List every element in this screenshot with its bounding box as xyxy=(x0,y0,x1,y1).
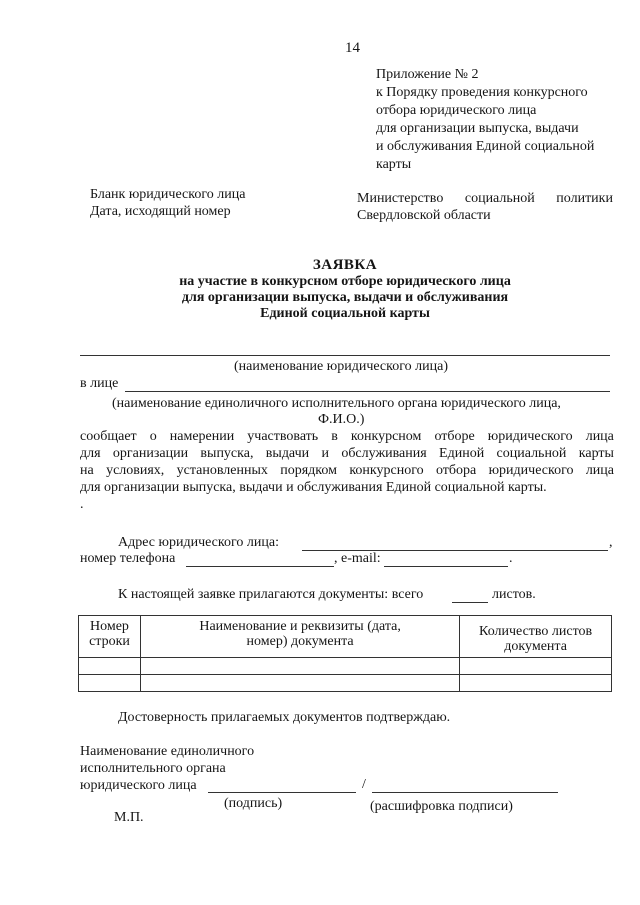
recipient-word: социальной xyxy=(464,191,535,206)
appendix-line: к Порядку проведения конкурсного xyxy=(376,85,588,100)
appendix-line: для организации выпуска, выдачи xyxy=(376,121,579,136)
word: Единой xyxy=(439,446,485,461)
legal-name-caption: (наименование юридического лица) xyxy=(234,359,448,374)
word: отборе xyxy=(434,429,475,444)
legal-name-line[interactable] xyxy=(80,355,610,356)
in-person-label: в лице xyxy=(80,376,119,391)
statement-line: . xyxy=(80,497,84,512)
recipient-block xyxy=(357,190,613,224)
word: лица xyxy=(585,429,614,444)
word: порядком xyxy=(280,463,337,478)
word: обслуживания xyxy=(341,446,427,461)
statement-paragraph xyxy=(80,428,614,513)
recipient-word: политики xyxy=(556,191,613,206)
signatory-line: исполнительного органа xyxy=(80,761,226,776)
executive-caption: (наименование единоличного исполнительного органа юридического лица, xyxy=(112,396,561,411)
signatory-line: юридического лица xyxy=(80,778,197,793)
table-cell[interactable] xyxy=(79,658,141,675)
table-cell[interactable] xyxy=(460,658,612,675)
signatory-line: Наименование единоличного xyxy=(80,744,255,759)
table-cell[interactable] xyxy=(140,658,459,675)
appendix-note xyxy=(376,66,594,174)
word: на xyxy=(80,463,94,478)
sender-block xyxy=(90,186,245,220)
word: сообщает xyxy=(80,429,137,444)
word: лица xyxy=(585,463,614,478)
confirm-text: Достоверность прилагаемых документов подтверждаю. xyxy=(118,710,451,725)
phone-field[interactable] xyxy=(186,566,334,567)
email-label: , e-mail: xyxy=(334,551,381,566)
recipient-line-2: Свердловской области xyxy=(357,208,491,223)
word: условиях, xyxy=(106,463,165,478)
word: юридического xyxy=(488,463,574,478)
word: участвовать xyxy=(247,429,319,444)
word: выдачи xyxy=(265,446,310,461)
table-row xyxy=(79,675,612,692)
statement-line xyxy=(80,445,614,462)
email-suffix: . xyxy=(509,551,513,566)
word: организации xyxy=(112,446,189,461)
phone-label: номер телефона xyxy=(80,551,176,566)
address-label: Адрес юридического лица: xyxy=(118,535,279,550)
word: для xyxy=(80,446,101,461)
documents-table xyxy=(78,615,612,692)
appendix-line: Приложение № 2 xyxy=(376,67,479,82)
title-line: для организации выпуска, выдачи и обслуживания xyxy=(181,290,509,305)
statement-line xyxy=(80,462,614,479)
word: о xyxy=(149,429,157,444)
letterhead-label: Бланк юридического лица xyxy=(90,187,246,202)
table-cell[interactable] xyxy=(460,675,612,692)
page-number: 14 xyxy=(345,40,360,56)
executive-name-line[interactable] xyxy=(125,391,610,392)
header-document-name: Наименование и реквизиты (дата, номер) документа xyxy=(140,616,459,658)
signature-caption: (подпись) xyxy=(224,796,283,811)
appendix-line: отбора юридического лица xyxy=(376,103,537,118)
word: установленных xyxy=(176,463,268,478)
sheets-count-field[interactable] xyxy=(452,602,488,603)
word: и xyxy=(321,446,329,461)
signature-decoding-field[interactable] xyxy=(372,792,558,793)
signatory-label xyxy=(80,743,254,794)
word: конкурсного xyxy=(349,463,424,478)
word: намерении xyxy=(169,429,235,444)
separator-slash: / xyxy=(362,777,366,792)
title-line: Единой социальной карты xyxy=(260,306,430,321)
header-sheet-count: Количество листов документа xyxy=(460,616,612,658)
executive-caption: Ф.И.О.) xyxy=(318,412,365,427)
word: отбора xyxy=(435,463,477,478)
recipient-line-1 xyxy=(357,190,613,207)
header-row-number: Номер строки xyxy=(79,616,141,658)
word: социальной xyxy=(496,446,567,461)
email-field[interactable] xyxy=(384,566,508,567)
statement-line xyxy=(80,428,614,445)
title-main: ЗАЯВКА xyxy=(312,257,378,273)
table-row xyxy=(79,658,612,675)
word: юридического xyxy=(487,429,573,444)
date-number-label: Дата, исходящий номер xyxy=(90,204,231,219)
table-header-row xyxy=(79,616,612,658)
word: выпуска, xyxy=(200,446,254,461)
attached-label: К настоящей заявке прилагаются документы: всего xyxy=(118,587,424,602)
decoding-caption: (расшифровка подписи) xyxy=(370,799,513,814)
stamp-label: М.П. xyxy=(114,810,144,825)
attached-suffix: листов. xyxy=(492,587,536,602)
table-cell[interactable] xyxy=(79,675,141,692)
appendix-line: карты xyxy=(376,157,412,172)
signature-field[interactable] xyxy=(208,792,356,793)
statement-line: для организации выпуска, выдачи и обслуживания Единой социальной карты. xyxy=(80,480,547,495)
word: карты xyxy=(578,446,614,461)
title-line: на участие в конкурсном отборе юридического лица xyxy=(179,274,511,289)
address-suffix: , xyxy=(609,535,613,550)
recipient-word: Министерство xyxy=(357,191,444,206)
document-title xyxy=(0,256,640,322)
appendix-line: и обслуживания Единой социальной xyxy=(376,139,595,154)
table-cell[interactable] xyxy=(140,675,459,692)
word: в xyxy=(331,429,338,444)
word: конкурсном xyxy=(350,429,422,444)
